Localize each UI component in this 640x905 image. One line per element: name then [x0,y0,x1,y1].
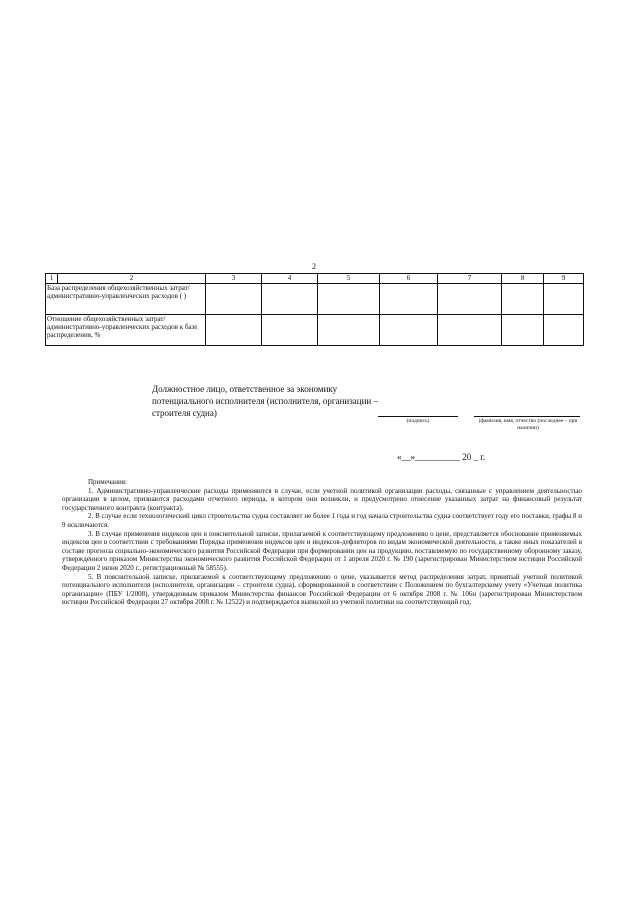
table-cell [502,315,544,346]
official-position-text: Должностное лицо, ответственное за экономику потенциального исполнителя (исполнителя, организации – строителя судна) [152,384,378,418]
table-header-cell: 5 [318,274,380,284]
notes-title: Примечания: [88,478,127,486]
signature-caption: (подпись) [406,418,430,424]
table-cell [262,284,318,315]
table-cell [438,315,502,346]
date-line: «__»__________ 20 _ г. [397,452,486,462]
name-line [474,416,580,417]
table-header-cell: 3 [206,274,262,284]
table-cell [206,284,262,315]
table-row [46,315,584,346]
note-item: 5. В пояснительной записке, прилагаемой к соответствующему предложению о цене, указывается метод распределения затрат, принятый учетной политикой потенциального исполнителя (исполнителя, организации – строителя судна), сформированной в соответствии с Положением по бухгалтерскому учету «Учетная политика организации» (ПБУ 1/2008), утвержденным приказом Министерства финансов Российской Федерации от 6 октября 2008 г. № 106н (зарегистрирован Министерством юстиции Российской Федерации 27 октября 2008 г. № 12522) и подтверждается выпиской из учетной политики на соответствующий год. [62,572,582,607]
table-row [46,284,584,315]
page-number: 2 [312,262,316,271]
name-caption: (фамилия, имя, отчество (последнее – при наличии) [478,418,578,431]
table-cell [318,315,380,346]
table-cell [380,315,438,346]
table-cell [262,315,318,346]
table-header-cell: 6 [380,274,438,284]
notes-section [62,478,582,607]
table-cell [318,284,380,315]
table-cell [502,284,544,315]
note-item: 3. В случае применения индексов цен в пояснительной записке, прилагаемой к соответствующему предложению о цене, представляется обоснование применяемых индексов цен в соответствии с требованиями Порядка применения индексов цен и индексов-дефляторов по видам экономической деятельности, а также иных показателей в составе прогноза социально-экономического развития Российской Федерации при формировании цен на продукцию, поставляемую по государственному оборонному заказу, утвержденного приказом Министерства экономического развития Российской Федерации от 1 апреля 2020 г. № 190 (зарегистрирован Министерством юстиции Российской Федерации 2 июня 2020 г., регистрационный № 58555). [62,529,582,572]
table-header-cell: 8 [502,274,544,284]
table-cell [544,284,584,315]
row-label: Отношение общехозяйственных затрат/административно-управленческих расходов к базе распределения, % [46,315,206,346]
note-item: 2. В случае если технологический цикл строительства судна составляет не более 1 года и год начала строительства судна соответствует году его поставки, графы 8 и 9 исключаются. [62,512,582,529]
table-cell [438,284,502,315]
table-cell [206,315,262,346]
table-cell [544,315,584,346]
table-header-cell: 4 [262,274,318,284]
signature-line [378,416,458,417]
table-header-cell: 2 [58,274,206,284]
table-header-cell: 9 [544,274,584,284]
cost-table [45,273,584,346]
table-cell [380,284,438,315]
note-item: 1. Административно-управленческие расходы применяются в случае, если учетной политикой организации расходы, связанные с управлением деятельностью организации в целом, признаются расходами отчетного периода, в котором они возникли, и предусмотрено отнесение указанных затрат на финансовый результат государственного контракта (контракта). [62,486,582,512]
row-label: База распределения общехозяйственных затрат/административно-управленческих расходов ( ) [46,284,206,315]
table-header-row [46,274,584,284]
table-header-cell: 7 [438,274,502,284]
table-header-cell: 1 [46,274,58,284]
